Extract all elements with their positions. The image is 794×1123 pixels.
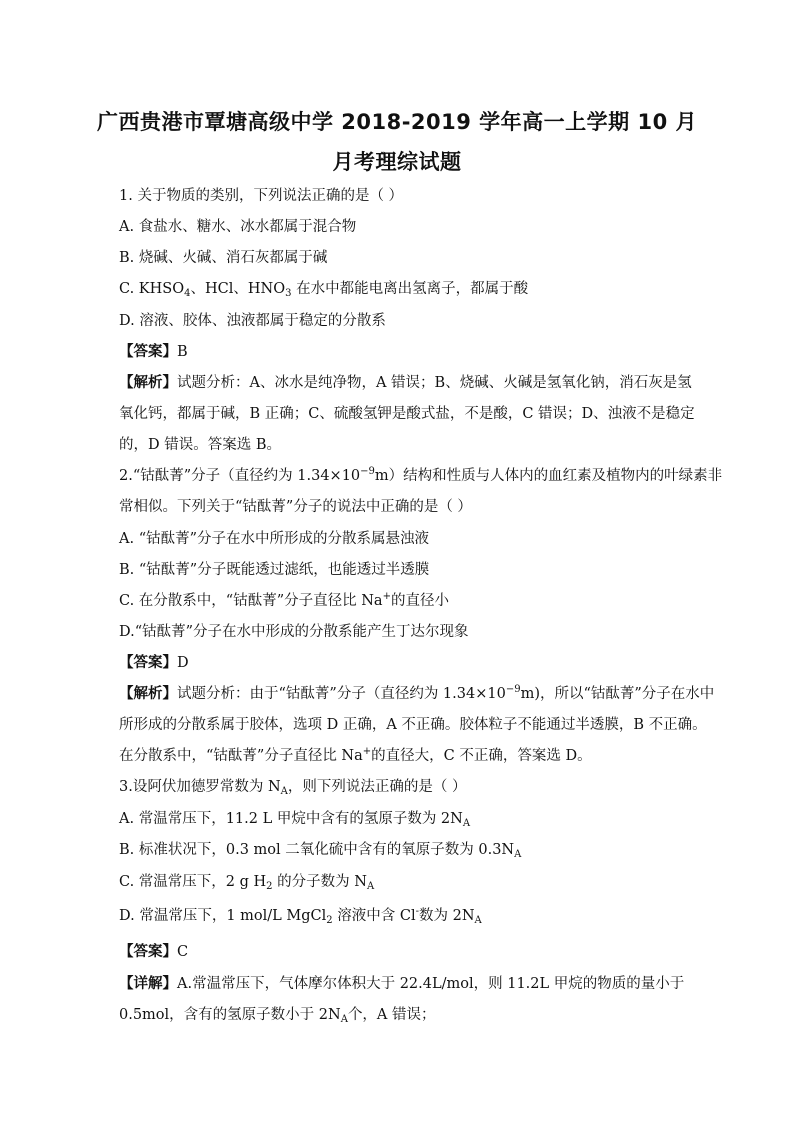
q1-option-b: B. 烧碱、火碱、消石灰都属于碱: [119, 250, 328, 266]
q2-option-c: C. 在分散系中，“钴酞菁”分子直径比 Na+的直径小: [119, 591, 449, 609]
q1-analysis-line-2: 氧化钙，都属于碱，B 正确；C、硫酸氢钾是酸式盐，不是酸，C 错误；D、浊液不是稳定: [119, 406, 695, 422]
q3-option-b: B. 标准状况下，0.3 mol 二氧化硫中含有的氧原子数为 $0.3N_A$: [119, 842, 522, 860]
q1-analysis-line-1: 【解析】试题分析：A、冰水是纯净物，A 错误；B、烧碱、火碱是氢氧化钠，消石灰是氢: [119, 374, 692, 391]
q2-analysis-line-3: 在分散系中，“钴酞菁”分子直径比 Na+的直径大，C 不正确，答案选 D。: [119, 746, 592, 764]
q2-option-d: D.“钴酞菁”分子在水中形成的分散系能产生丁达尔现象: [119, 624, 469, 640]
q2-stem-line-2: 常相似。下列关于“钴酞菁”分子的说法中正确的是（ ）: [119, 499, 472, 515]
q2-stem-line-1: 2.“钴酞菁”分子（直径约为 $1.34\times 10^{-9}m$）结构和性质与人体内的血红素及植物内的叶绿素非: [119, 466, 723, 484]
q1-option-a: A. 食盐水、糖水、冰水都属于混合物: [119, 219, 357, 235]
q3-option-a: A. 常温常压下，11.2 L 甲烷中含有的氢原子数为 $2N_A$: [119, 811, 471, 829]
q1-option-c: C. $KHSO_4$、HCl、$HNO_3$ 在水中都能电离出氢离子，都属于酸: [119, 281, 529, 299]
q3-detail-line-2: 0.5mol，含有的氢原子数小于 $2N_A$个，A 错误；: [119, 1007, 436, 1025]
q2-option-a: A. “钴酞菁”分子在水中所形成的分散系属悬浊液: [119, 531, 430, 547]
q3-stem: 3.设阿伏加德罗常数为 $N_A$，则下列说法正确的是（ ）: [119, 779, 467, 797]
q3-detail-line-1: 【详解】A.常温常压下，气体摩尔体积大于 22.4L/mol，则 11.2L 甲烷的物质的量小于: [119, 975, 685, 992]
q1-stem: 1. 关于物质的类别，下列说法正确的是（ ）: [119, 188, 404, 204]
q3-option-c: C. 常温常压下，2 g $H_2$ 的分子数为 $N_A$: [119, 874, 375, 892]
q3-answer: 【答案】C: [119, 943, 189, 960]
q2-analysis-line-2: 所形成的分散系属于胶体，选项 D 正确，A 不正确。胶体粒子不能通过半透膜，B 不正确。: [119, 717, 707, 733]
q2-option-b: B. “钴酞菁”分子既能透过滤纸，也能透过半透膜: [119, 562, 430, 578]
doc-title-line-2: 月考理综试题: [332, 150, 462, 174]
q1-answer: 【答案】B: [119, 343, 188, 360]
q2-answer: 【答案】D: [119, 654, 189, 671]
q1-option-d: D. 溶液、胶体、浊液都属于稳定的分散系: [119, 313, 386, 329]
q2-analysis-line-1: 【解析】试题分析：由于“钴酞菁”分子（直径约为 $1.34\times 10^{-9}m$)，所以“钴酞菁”分子在水中: [119, 684, 715, 702]
q3-option-d: D. 常温常压下，1 mol/L MgCl$_2$ 溶液中含 Cl-数为 $2N_A$: [119, 906, 482, 926]
doc-title-line-1: 广西贵港市覃塘高级中学 2018-2019 学年高一上学期 10 月: [96, 110, 698, 134]
q1-analysis-line-3: 的，D 错误。答案选 B。: [119, 437, 281, 453]
